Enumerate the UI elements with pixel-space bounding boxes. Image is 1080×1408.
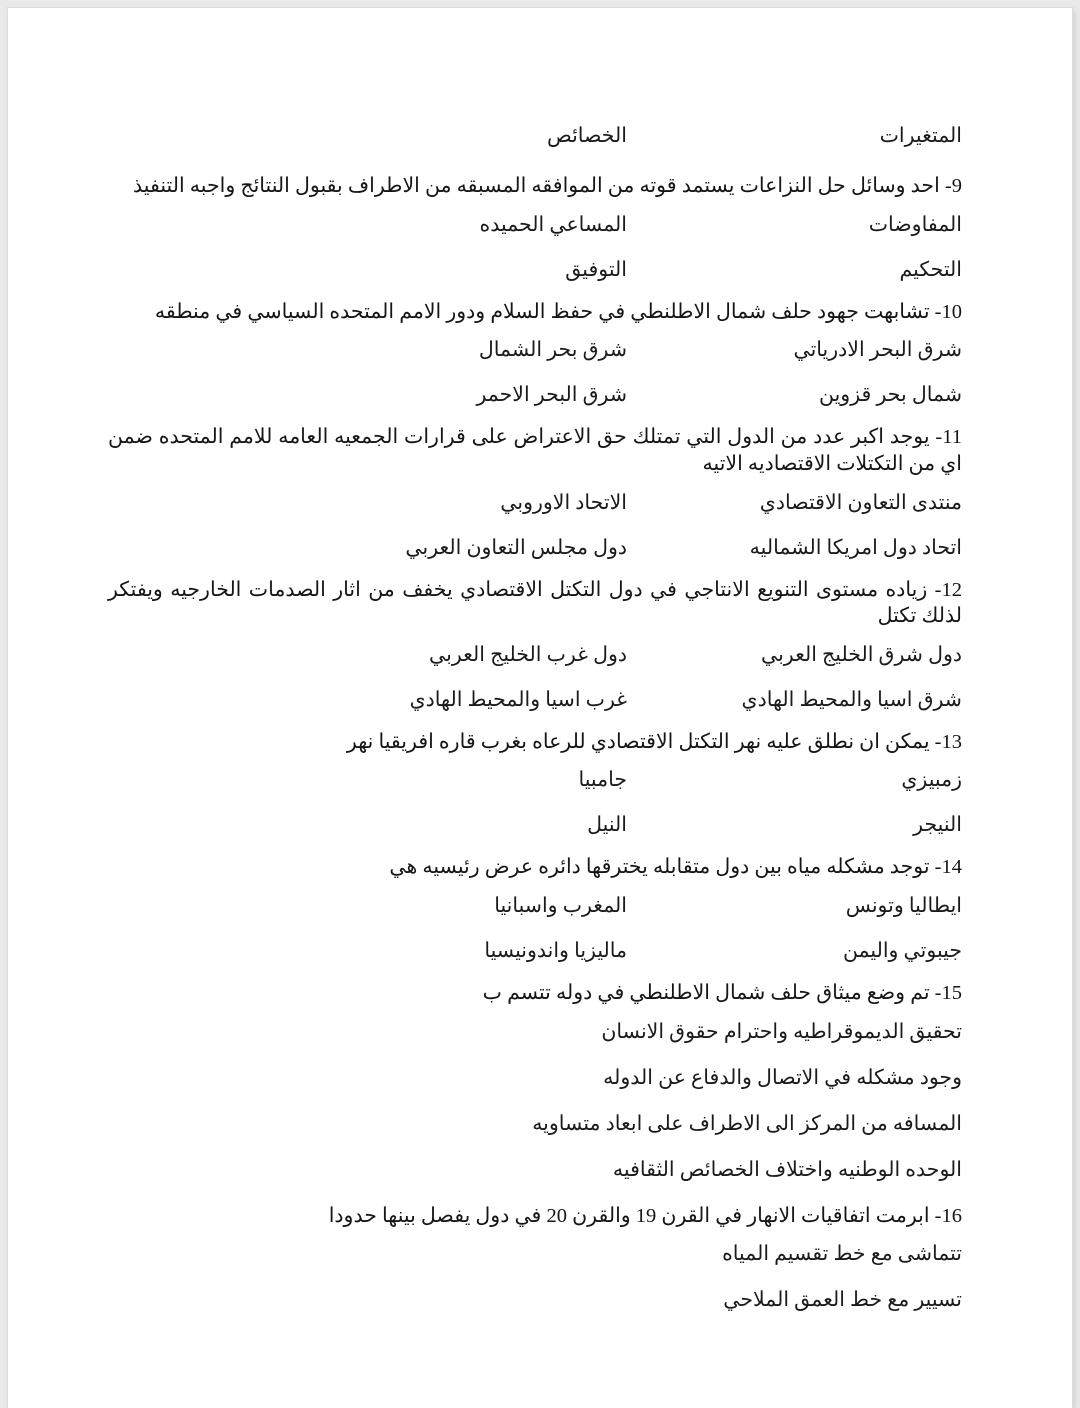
question-block-16 [108,1203,962,1313]
option-cell-a[interactable]: شرق اسيا والمحيط الهادي [741,688,962,711]
option-item[interactable]: المسافه من المركز الى الاطراف على ابعاد متساويه [532,1112,962,1135]
question-stem-14: 14- توجد مشكله مياه بين دول متقابله يخترقها دائره عرض رئيسيه هي [389,856,962,879]
question-stem-9: 9- احد وسائل حل النزاعات يستمد قوته من الموافقه المسبقه من الاطراف بقبول النتائج واجبه التنفيذ [133,175,962,197]
option-item[interactable]: الوحده الوطنيه واختلاف الخصائص الثقافيه [612,1158,962,1181]
question-block-10 [108,299,962,408]
option-cell-a[interactable]: التحكيم [899,258,962,281]
option-row[interactable] [108,535,962,560]
option-cell-b[interactable]: التوفيق [565,258,627,281]
option-row[interactable] [108,938,962,963]
option-row[interactable] [108,812,962,837]
option-cell-b[interactable]: دول مجلس التعاون العربي [405,536,627,559]
option-item[interactable]: تسيير مع خط العمق الملاحي [723,1289,962,1312]
option-cell-b[interactable]: شرق بحر الشمال [478,339,627,362]
option-row[interactable] [108,382,962,407]
option-cell-b[interactable]: المساعي الحميده [479,213,627,236]
question-stem-16: 16- ابرمت اتفاقيات الانهار في القرن 19 والقرن 20 في دول يفصل بينها حدودا [328,1204,962,1227]
option-row[interactable] [108,642,962,667]
question-block-11 [108,424,962,559]
option-row[interactable] [108,767,962,792]
document-body [108,126,962,1333]
option-cell-a[interactable]: شمال بحر قزوين [819,384,962,407]
option-cell-a[interactable]: زمبيزي [901,769,962,792]
column-header-variables: المتغيرات [879,125,962,147]
option-row[interactable] [108,687,962,712]
option-cell-b[interactable]: دول غرب الخليج العربي [429,643,627,666]
option-cell-b[interactable]: جامبيا [578,769,627,792]
question-stem-11: 11- يوجد اكبر عدد من الدول التي تمتلك حق الاعتراض على قرارات الجمعيه العامه للامم المتحده ضمن اي من التكتلات الاقتصاديه الاتيه [108,426,962,475]
question-block-15 [108,980,962,1182]
option-cell-b[interactable]: غرب اسيا والمحيط الهادي [409,688,627,711]
option-cell-b[interactable]: النيل [587,814,627,837]
option-cell-b[interactable]: الاتحاد الاوروبي [500,491,627,514]
table-header-row [108,126,962,152]
option-item[interactable]: تحقيق الديموقراطيه واحترام حقوق الانسان [601,1020,962,1043]
option-cell-a[interactable]: ايطاليا وتونس [845,895,962,918]
question-block-9 [108,173,962,282]
option-cell-b[interactable]: المغرب واسبانيا [494,895,627,918]
option-cell-a[interactable]: منتدى التعاون الاقتصادي [759,491,962,514]
option-item[interactable]: وجود مشكله في الاتصال والدفاع عن الدوله [603,1066,962,1089]
question-block-14 [108,854,962,963]
column-header-characteristics: الخصائص [546,125,627,147]
question-stem-10: 10- تشابهت جهود حلف شمال الاطلنطي في حفظ السلام ودور الامم المتحده السياسي في منطقه [154,300,962,323]
option-cell-a[interactable]: جيبوتي واليمن [842,940,962,963]
question-stem-12: 12- زياده مستوى التنويع الانتاجي في دول التكتل الاقتصادي يخفف من اثار الصدمات الخارجيه ويفتكر لذلك تكتل [108,578,962,628]
question-block-13 [108,729,962,838]
option-cell-b[interactable]: شرق البحر الاحمر [476,384,627,407]
option-row[interactable] [108,212,962,237]
option-item[interactable]: تتماشى مع خط تقسيم المياه [722,1243,962,1266]
option-cell-a[interactable]: شرق البحر الادرياتي [793,339,962,362]
option-row[interactable] [108,257,962,282]
option-row[interactable] [108,490,962,515]
option-row[interactable] [108,337,962,362]
question-stem-13: 13- يمكن ان نطلق عليه نهر التكتل الاقتصادي للرعاه بغرب قاره افريقيا نهر [346,730,962,753]
question-stem-15: 15- تم وضع ميثاق حلف شمال الاطلنطي في دوله تتسم ب [482,982,962,1005]
option-cell-b[interactable]: ماليزيا واندونيسيا [484,940,627,963]
option-cell-a[interactable]: اتحاد دول امريكا الشماليه [749,536,962,559]
option-cell-a[interactable]: دول شرق الخليج العربي [760,643,962,666]
option-cell-a[interactable]: النيجر [913,814,962,837]
question-block-12 [108,577,962,712]
option-cell-a[interactable]: المفاوضات [868,213,962,236]
option-row[interactable] [108,893,962,918]
document-page [8,8,1072,1408]
